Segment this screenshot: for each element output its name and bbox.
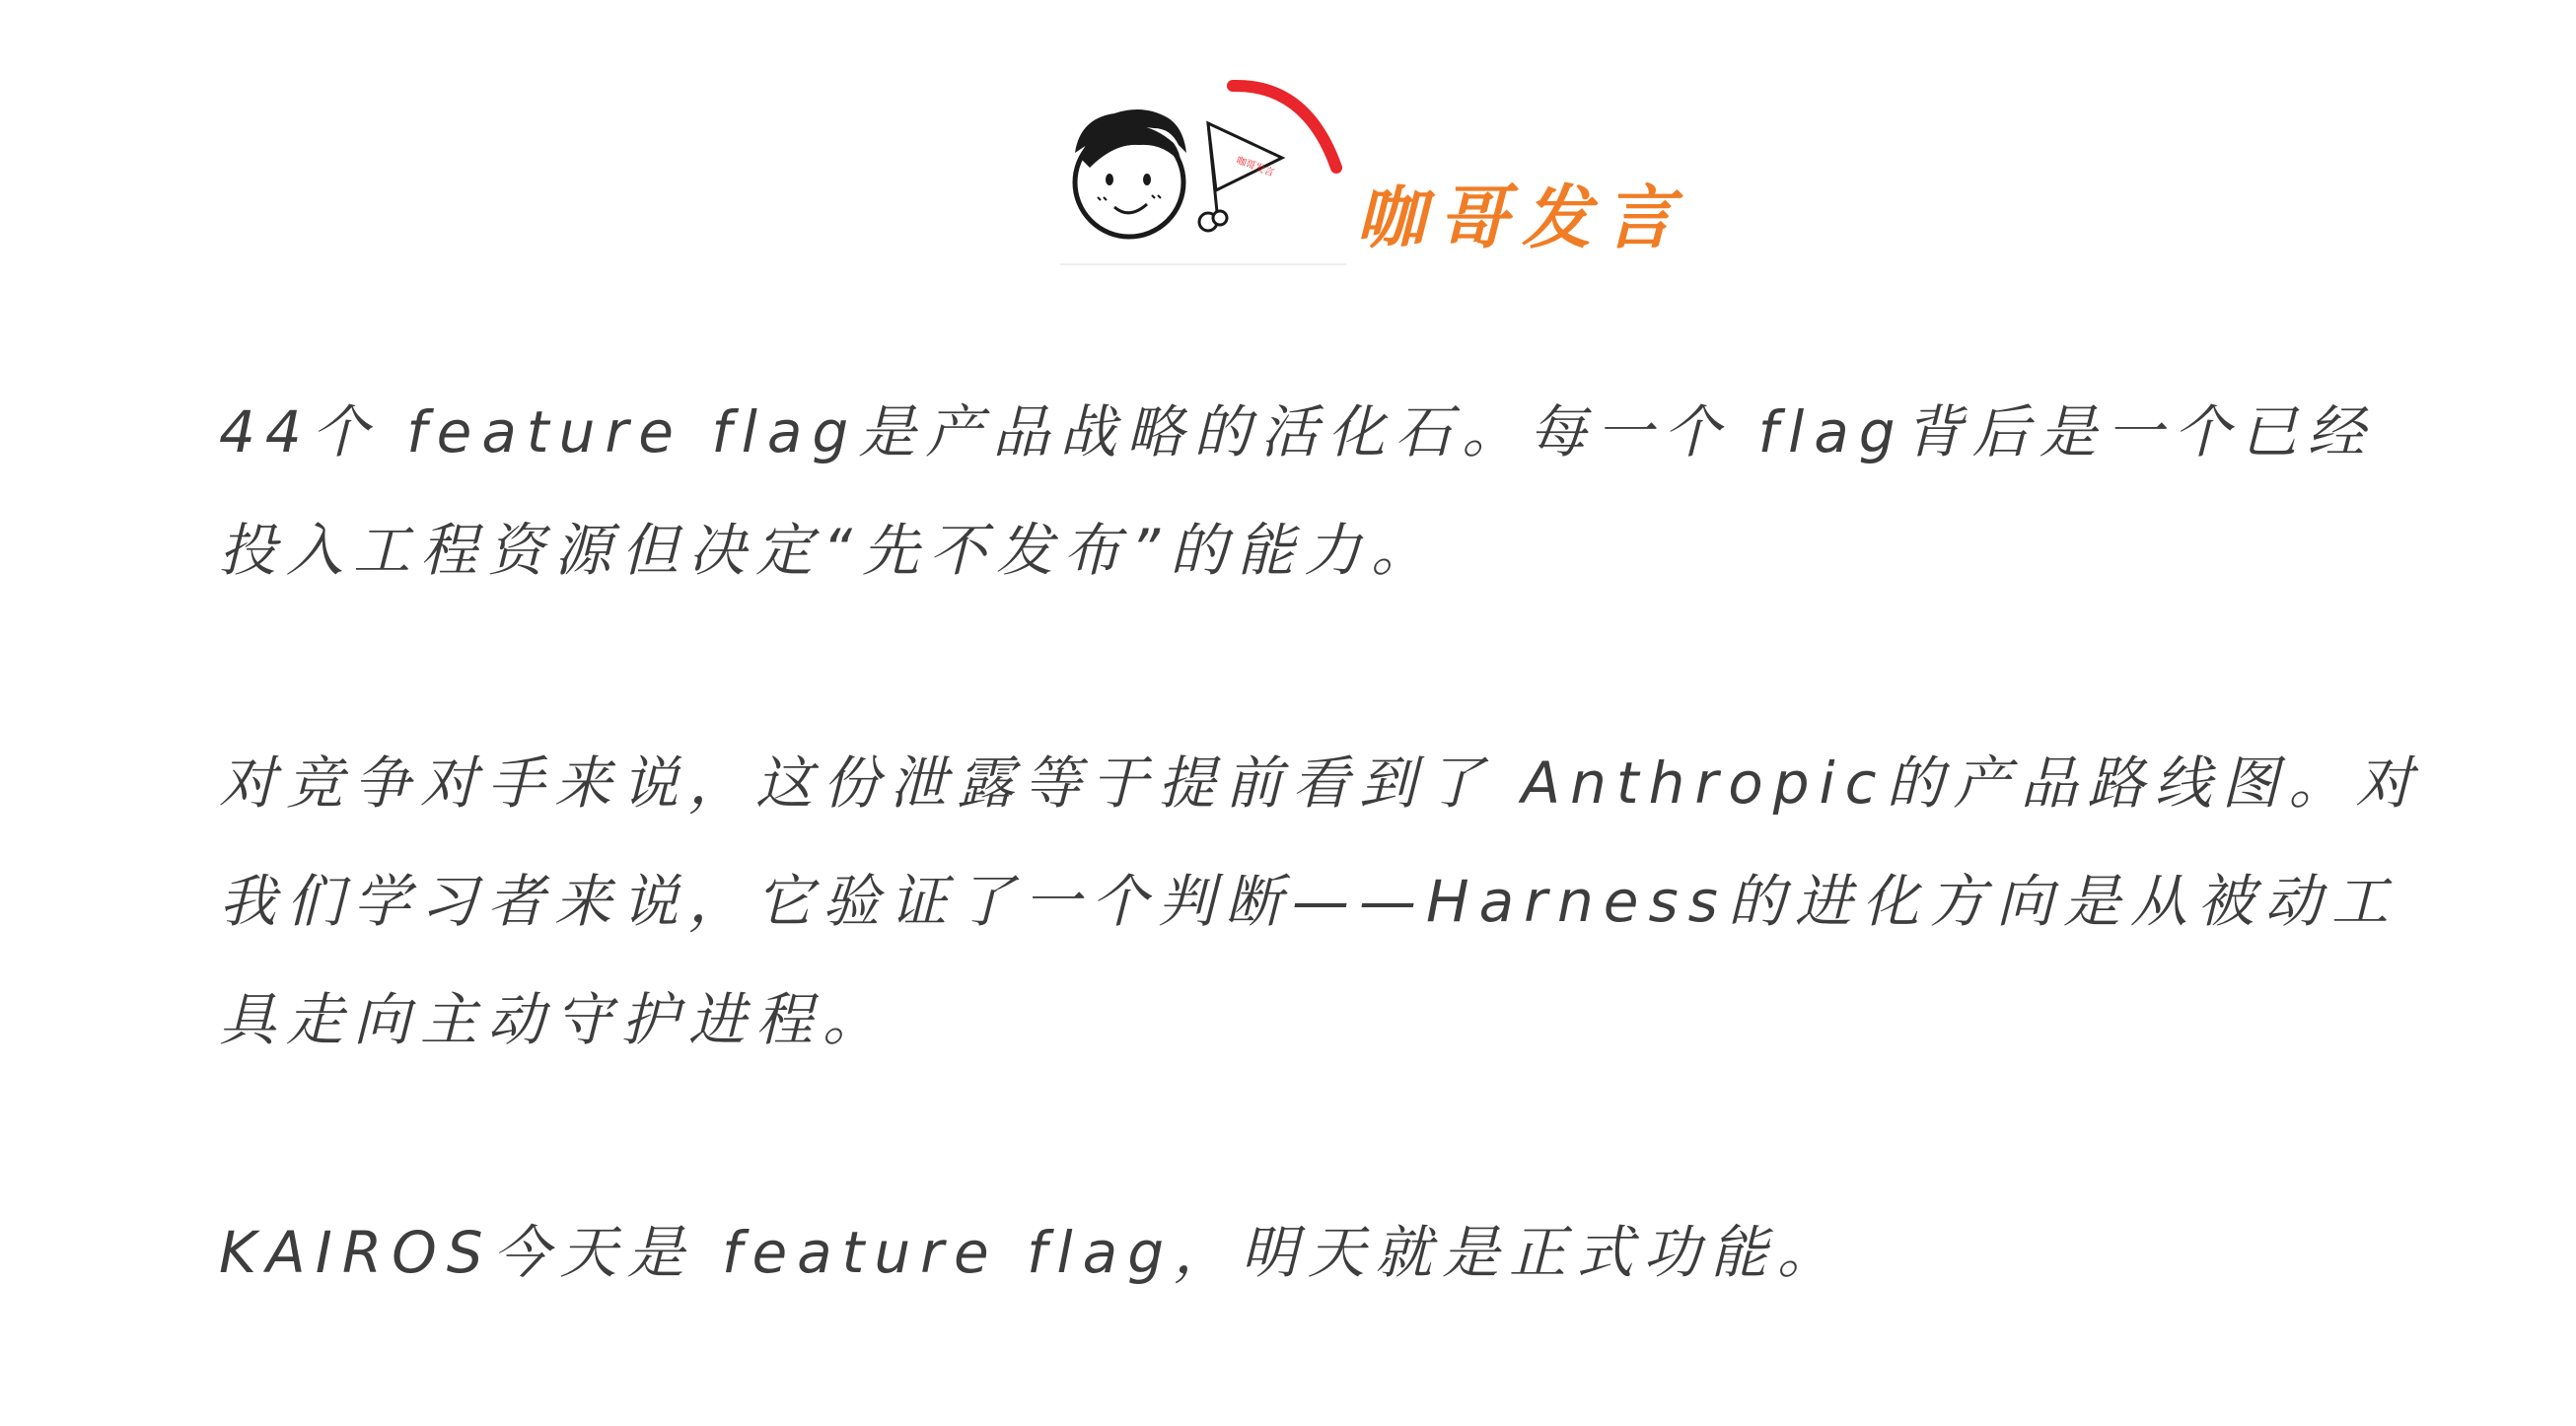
paragraph-2: 对竞争对手来说，这份泄露等于提前看到了 Anthropic的产品路线图。对我们学习者来说，它验证了一个判断——Harness的进化方向是从被动工具走向主动守护进程。	[219, 749, 2423, 1053]
paragraph-3: KAIROS今天是 feature flag，明天就是正式功能。	[219, 1219, 1845, 1286]
paragraph-1: 44个 feature flag是产品战略的活化石。每一个 flag背后是一个已经投入工程资源但决定“先不发布”的能力。	[219, 398, 2375, 584]
article-body	[219, 373, 2438, 1426]
header	[1060, 74, 1687, 271]
avatar-logo	[1060, 74, 1356, 271]
brand-title: 咖哥发言	[1356, 178, 1687, 258]
flag-text: 咖哥发言	[1234, 155, 1276, 179]
